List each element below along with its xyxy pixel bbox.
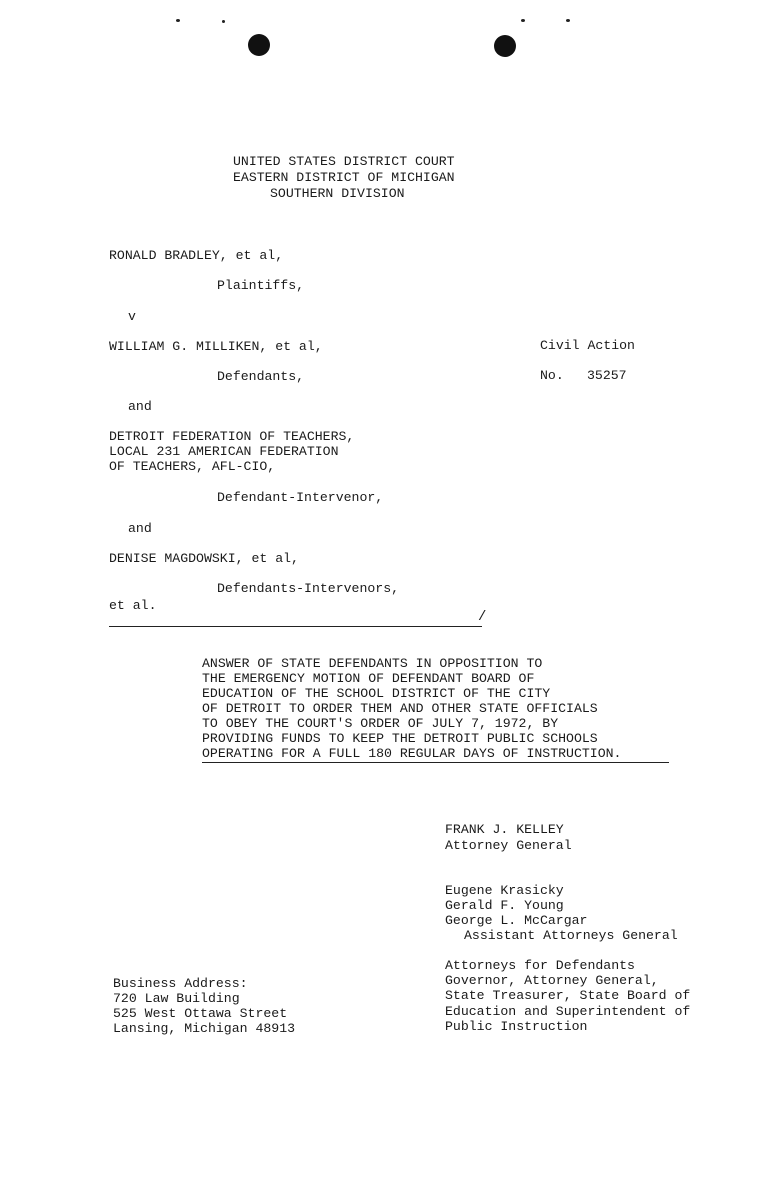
and-connector: and bbox=[128, 399, 152, 414]
title-line-underlined: OPERATING FOR A FULL 180 REGULAR DAYS OF INSTRUCTION. bbox=[202, 746, 622, 761]
title-line: PROVIDING FUNDS TO KEEP THE DETROIT PUBLIC SCHOOLS bbox=[202, 731, 598, 746]
versus: v bbox=[128, 309, 136, 324]
punch-hole-right bbox=[494, 35, 516, 57]
civil-action-label: Civil Action bbox=[540, 338, 635, 353]
intervenor2-role: Defendants-Intervenors, bbox=[217, 581, 400, 596]
title-line: ANSWER OF STATE DEFENDANTS IN OPPOSITION TO bbox=[202, 656, 543, 671]
punch-hole-left bbox=[248, 34, 270, 56]
intervenor-name-line: OF TEACHERS, AFL-CIO, bbox=[109, 459, 276, 474]
title-underline bbox=[202, 762, 669, 763]
intervenor-role: Defendant-Intervenor, bbox=[217, 490, 384, 505]
title-line: THE EMERGENCY MOTION OF DEFENDANT BOARD OF bbox=[202, 671, 535, 686]
defendant-name: WILLIAM G. MILLIKEN, et al, bbox=[109, 339, 323, 354]
address-line: 720 Law Building bbox=[113, 991, 240, 1006]
address-line: 525 West Ottawa Street bbox=[113, 1006, 288, 1021]
attorneys-for-line: Education and Superintendent of bbox=[445, 1004, 691, 1019]
address-label: Business Address: bbox=[113, 976, 248, 991]
et-al: et al. bbox=[109, 598, 157, 613]
assistant-title: Assistant Attorneys General bbox=[464, 928, 678, 943]
title-line: OF DETROIT TO ORDER THEM AND OTHER STATE OFFICIALS bbox=[202, 701, 598, 716]
attorney-general-name: FRANK J. KELLEY bbox=[445, 822, 564, 837]
assistant-name: Eugene Krasicky bbox=[445, 883, 564, 898]
caption-slash: / bbox=[478, 609, 487, 625]
plaintiff-name: RONALD BRADLEY, et al, bbox=[109, 248, 284, 263]
court-district: EASTERN DISTRICT OF MICHIGAN bbox=[233, 170, 455, 185]
plaintiff-role: Plaintiffs, bbox=[217, 278, 305, 293]
case-number: 35257 bbox=[587, 368, 627, 383]
attorney-general-title: Attorney General bbox=[445, 838, 572, 853]
address-line: Lansing, Michigan 48913 bbox=[113, 1021, 296, 1036]
case-number-label: No. bbox=[540, 368, 564, 383]
intervenor2-name: DENISE MAGDOWSKI, et al, bbox=[109, 551, 299, 566]
intervenor-name-line: DETROIT FEDERATION OF TEACHERS, bbox=[109, 429, 355, 444]
title-line: EDUCATION OF THE SCHOOL DISTRICT OF THE CITY bbox=[202, 686, 551, 701]
speck bbox=[222, 20, 225, 23]
attorneys-for-line: Governor, Attorney General, bbox=[445, 973, 659, 988]
attorneys-for-line: Public Instruction bbox=[445, 1019, 588, 1034]
caption-rule bbox=[109, 626, 482, 627]
speck bbox=[176, 19, 180, 22]
attorneys-for-line: State Treasurer, State Board of bbox=[445, 988, 691, 1003]
court-name: UNITED STATES DISTRICT COURT bbox=[233, 154, 455, 169]
intervenor-name-line: LOCAL 231 AMERICAN FEDERATION bbox=[109, 444, 339, 459]
and-connector: and bbox=[128, 521, 152, 536]
speck bbox=[521, 19, 525, 22]
title-line: TO OBEY THE COURT'S ORDER OF JULY 7, 1972, BY bbox=[202, 716, 559, 731]
defendant-role: Defendants, bbox=[217, 369, 305, 384]
court-division: SOUTHERN DIVISION bbox=[270, 186, 405, 201]
assistant-name: Gerald F. Young bbox=[445, 898, 564, 913]
attorneys-for-line: Attorneys for Defendants bbox=[445, 958, 635, 973]
assistant-name: George L. McCargar bbox=[445, 913, 588, 928]
speck bbox=[566, 19, 570, 22]
